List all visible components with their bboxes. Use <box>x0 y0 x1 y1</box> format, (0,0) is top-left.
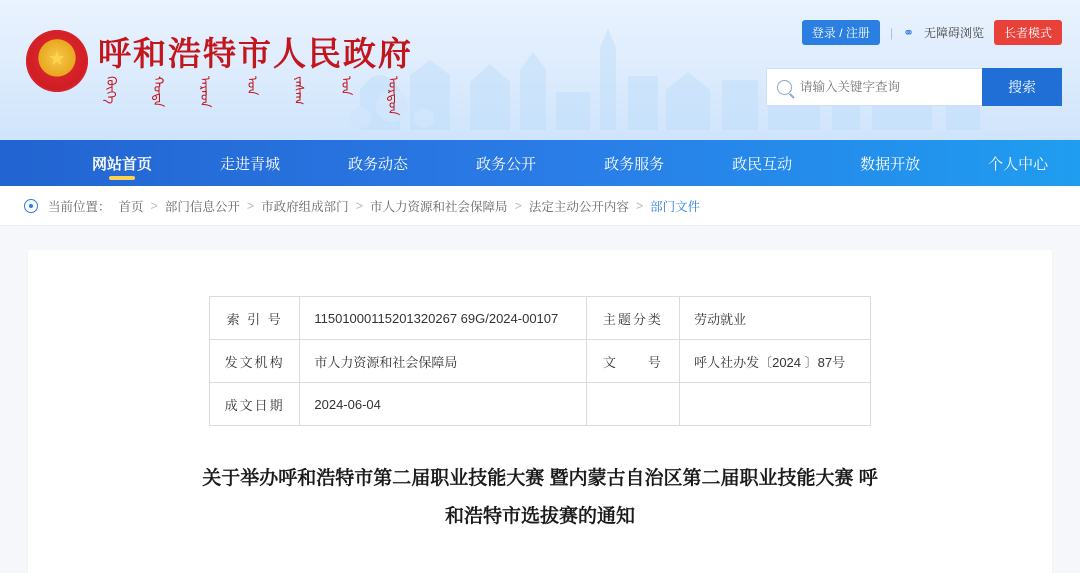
accessibility-link[interactable]: 无障碍浏览 <box>923 26 984 40</box>
breadcrumb-separator: > <box>246 198 255 213</box>
search-box[interactable] <box>766 68 982 106</box>
nav-item-news[interactable]: 政务动态 <box>348 155 409 173</box>
document-meta-table <box>209 296 871 426</box>
mongolian-glyph: ᠬᠥᠬᠡ <box>104 76 119 104</box>
breadcrumb-item-gov-departments[interactable]: 市政府组成部门 <box>261 199 349 214</box>
breadcrumb-item-legal-disclosure[interactable]: 法定主动公开内容 <box>528 199 629 214</box>
search-icon <box>777 80 792 95</box>
meta-value: 市人力资源和社会保障局 <box>300 340 586 383</box>
document-card <box>28 250 1052 573</box>
breadcrumb-label: 当前位置： <box>48 199 111 214</box>
table-row <box>210 340 871 383</box>
breadcrumb-separator: > <box>514 198 522 213</box>
header-tools <box>802 20 1062 45</box>
location-pin-icon <box>24 199 38 213</box>
breadcrumb-current: 部门文件 <box>650 199 701 214</box>
site-header <box>0 0 1080 140</box>
breadcrumb <box>0 186 1080 226</box>
breadcrumb-separator: > <box>355 198 363 213</box>
meta-value <box>680 383 871 426</box>
mongolian-glyph: ᠬᠣᠲᠠ <box>151 76 166 108</box>
meta-label: 文 号 <box>586 340 679 383</box>
meta-label: 主题分类 <box>586 297 679 340</box>
meta-label <box>586 383 679 426</box>
content-stage <box>0 226 1080 573</box>
breadcrumb-separator: > <box>635 198 644 213</box>
document-title: 关于举办呼和浩特市第二届职业技能大赛 暨内蒙古自治区第二届职业技能大赛 呼和浩特市选拔赛的通知 <box>202 468 878 527</box>
page-title: 呼和浩特市人民政府 <box>98 37 413 73</box>
nav-item-home[interactable]: 网站首页 <box>58 153 186 174</box>
nav-item-disclosure[interactable]: 政务公开 <box>476 155 537 173</box>
meta-value: 呼人社办发〔2024 〕87号 <box>680 340 871 383</box>
table-row <box>210 383 871 426</box>
emblem-star-icon: ★ <box>48 47 66 70</box>
search-button[interactable]: 搜索 <box>982 68 1062 106</box>
breadcrumb-item-home[interactable]: 首页 <box>118 199 144 214</box>
meta-value: 劳动就业 <box>680 297 871 340</box>
meta-label: 发文机构 <box>210 340 300 383</box>
meta-value: 2024-06-04 <box>300 383 586 426</box>
national-emblem-icon <box>26 30 88 92</box>
mongolian-glyph: ᠵᠠᠰᠠᠭ <box>292 76 307 106</box>
search-bar <box>766 68 1062 106</box>
divider: | <box>889 25 894 40</box>
nav-item-about-city[interactable]: 走进青城 <box>220 155 281 173</box>
nav-item-services[interactable]: 政务服务 <box>604 155 665 173</box>
mongolian-glyph: ᠠᠷᠠᠳ <box>198 76 213 108</box>
meta-value: 11501000115201320267 69G/2024-00107 <box>300 297 586 340</box>
search-input[interactable] <box>800 80 972 94</box>
main-nav <box>0 140 1080 186</box>
accessibility-icon[interactable]: ⚭ <box>903 24 914 40</box>
table-row <box>210 297 871 340</box>
elder-mode-button[interactable]: 长者模式 <box>994 20 1062 45</box>
meta-label: 索 引 号 <box>210 297 300 340</box>
mongolian-glyph: ᠤᠨ <box>245 76 260 96</box>
meta-label: 成文日期 <box>210 383 300 426</box>
breadcrumb-separator: > <box>150 198 158 213</box>
breadcrumb-item-dept-disclosure[interactable]: 部门信息公开 <box>164 199 240 214</box>
mongolian-script <box>100 76 405 116</box>
mongolian-glyph: ᠣᠷᠳᠣᠨ <box>386 76 401 116</box>
login-register-button[interactable]: 登录 / 注册 <box>802 20 880 45</box>
mongolian-glyph: ᠤᠨ <box>339 76 354 96</box>
breadcrumb-item-hr-bureau[interactable]: 市人力资源和社会保障局 <box>370 199 508 214</box>
nav-item-personal-center[interactable]: 个人中心 <box>988 155 1049 173</box>
nav-item-interaction[interactable]: 政民互动 <box>732 155 793 173</box>
nav-item-open-data[interactable]: 数据开放 <box>860 155 921 173</box>
